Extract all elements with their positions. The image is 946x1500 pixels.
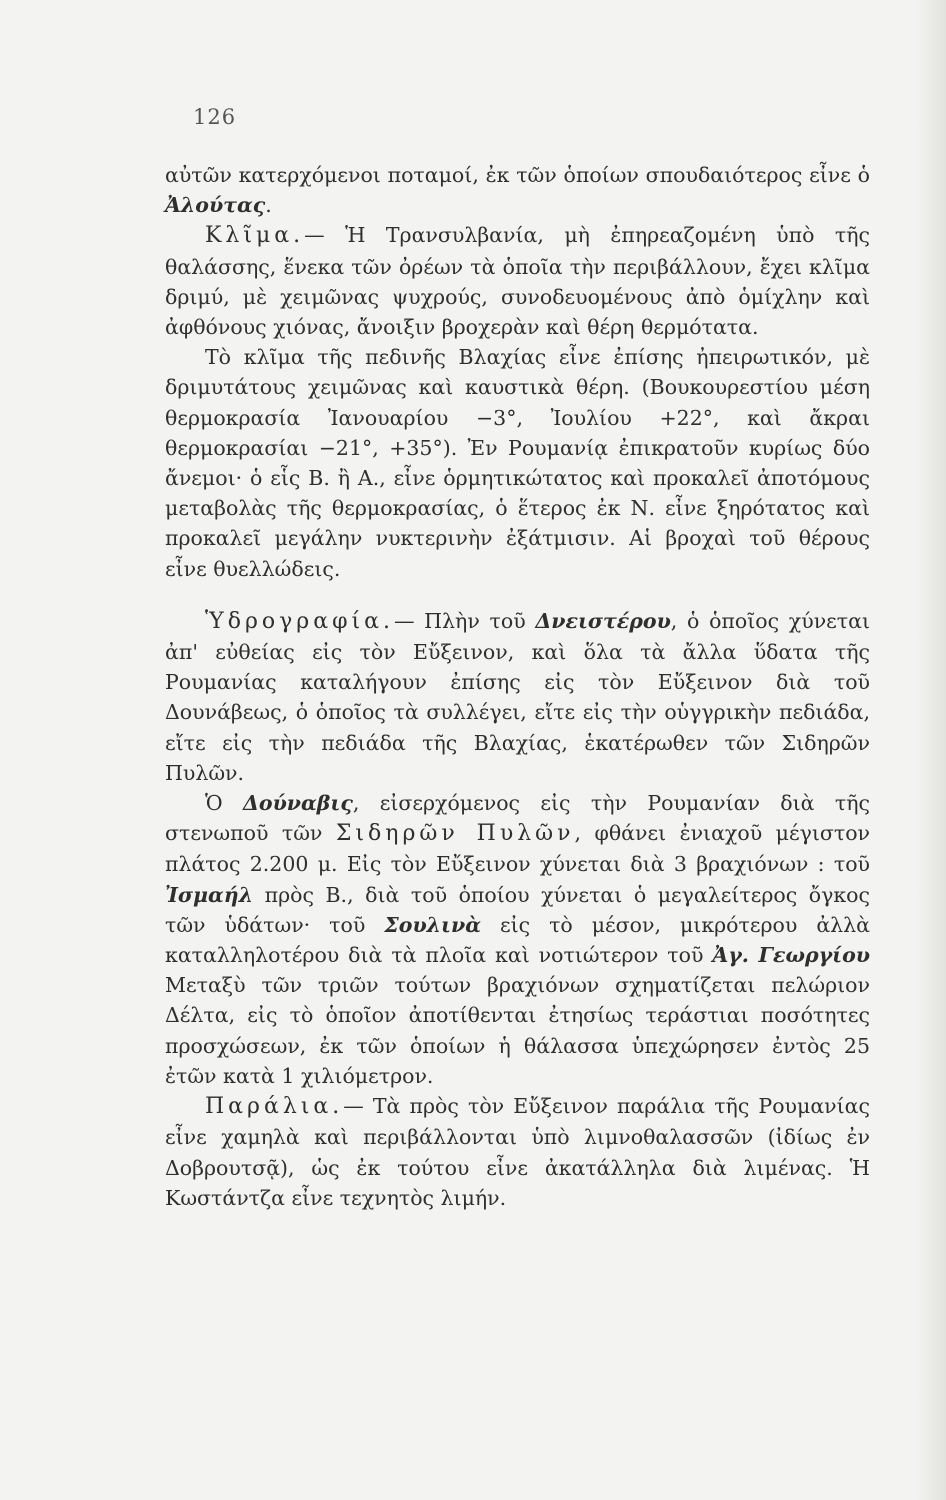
hydro-text-1: — Πλὴν τοῦ — [393, 608, 536, 633]
river-name-danube: Δούναβις — [243, 791, 353, 816]
body-text — [165, 160, 870, 1213]
continuation-end: . — [265, 193, 272, 218]
section-heading-hydrography: Ὑδρογραφία. — [205, 608, 394, 634]
paragraph-vlachia-climate — [165, 342, 870, 584]
page-number: 126 — [193, 105, 237, 129]
coast-text: — Τὰ πρὸς τὸν Εὔξεινον παράλια τῆς Ρουμανίας εἶνε χαμηλὰ καὶ περιβάλλονται ὑπὸ λιμνοθαλασσῶν (ἰδίως ἐν Δοβρουτσᾷ), ὡς ἐκ τούτου εἶνε ἀκατάλληλα διὰ λιμένας. Ἡ Κωστάντζα εἶνε τεχνητὸς λιμήν. — [165, 1094, 870, 1210]
section-heading-coast: Παράλια. — [205, 1094, 344, 1120]
river-name-alutas: Ἀλούτας — [165, 193, 266, 218]
place-name-iron-gates: Σιδηρῶν Πυλῶν — [335, 821, 575, 847]
hydro-text-2: , ὁ ὁποῖος χύνεται ἀπ' εὐθείας εἰς τὸν Εὔξεινον, καὶ ὅλα τὰ ἄλλα ὕδατα τῆς Ρουμανίας καταλήγουν ἐπίσης εἰς τὸν Εὔξεινον διὰ τοῦ Δουνάβεως, ὁ ὁποῖος τὰ συλλέγει, εἴτε εἰς τὴν οὑγγρικὴν πεδιάδα, εἴτε εἰς τὴν πεδιάδα τῆς Βλαχίας, ἑκατέρωθεν τῶν Σιδηρῶν Πυλῶν. — [165, 608, 870, 785]
danube-text-4: πρὸς Β., διὰ τοῦ ὁποίου χύνεται ὁ μεγαλείτερος ὄγκος τῶν ὑδάτων· τοῦ — [165, 882, 870, 937]
branch-name-ismail: Ἰσμαήλ — [165, 882, 254, 907]
continuation-text: αὐτῶν κατερχόμενοι ποταμοί, ἐκ τῶν ὁποίων σπουδαιότερος εἶνε ὁ — [165, 163, 870, 187]
branch-name-st-george: Ἀγ. Γεωργίου — [712, 943, 870, 968]
paragraph-coast — [165, 1091, 870, 1213]
klima-text: — Ἡ Τρανσυλβανία, μὴ ἐπηρεαζομένη ὑπὸ τῆς θαλάσσης, ἕνεκα τῶν ὀρέων τὰ ὁποῖα τὴν περιβάλλουν, ἔχει κλῖμα δριμύ, μὲ χειμῶνας ψυχρούς, συνοδευομένους ἀπὸ ὁμίχλην καὶ ἀφθόνους χιόνας, ἄνοιξιν βροχερὰν καὶ θέρη θερμότατα. — [165, 223, 870, 340]
vlachia-text: Τὸ κλῖμα τῆς πεδινῆς Βλαχίας εἶνε ἐπίσης ἠπειρωτικόν, μὲ δριμυτάτους χειμῶνας καὶ καυστικὰ θέρη. (Βουκουρεστίου μέση θερμοκρασία Ἰανουαρίου −3°, Ἰουλίου +22°, καὶ ἄκραι θερμοκρασίαι −21°, +35°). Ἐν Ρουμανίᾳ ἐπικρατοῦν κυρίως δύο ἄνεμοι· ὁ εἷς Β. ἢ Α., εἶνε ὁρμητικώτατος καὶ προκαλεῖ ἀποτόμους μεταβολὰς τῆς θερμοκρασίας, ὁ ἕτερος ἐκ Ν. εἶνε ξηρότατος καὶ προκαλεῖ μεγάλην νυκτερινὴν ἐξάτμισιν. Αἱ βροχαὶ τοῦ θέρους εἶνε θυελλώδεις. — [165, 345, 870, 581]
paragraph-klima — [165, 220, 870, 342]
branch-name-sulina: Σουλινὰ — [384, 912, 481, 937]
river-name-dniester: Δνειστέρου — [535, 608, 671, 633]
paragraph-danube — [165, 788, 870, 1091]
danube-text-6: Μεταξὺ τῶν τριῶν τούτων βραχιόνων σχηματίζεται πελώριον Δέλτα, εἰς τὸ ὁποῖον ἀποτίθενται ἐτησίως τεράστιαι ποσότητες προσχώσεων, ἐκ τῶν ὁποίων ἡ θάλασσα ὑπεχώρησεν ἐντὸς 25 ἐτῶν κατὰ 1 χιλιόμετρον. — [165, 973, 870, 1088]
danube-text-2: , εἰσερχόμενος εἰς τὴν Ρουμανίαν διὰ τῆς στενωποῦ τῶν — [165, 791, 870, 846]
paragraph-continuation — [165, 160, 870, 220]
section-heading-klima: Κλῖμα. — [205, 223, 305, 249]
page-gutter-shadow — [916, 0, 946, 1500]
danube-text-5: εἰς τὸ μέσον, μικρότερου ἀλλὰ καταλληλοτέρου διὰ τὰ πλοῖα καὶ νοτιώτερον τοῦ — [165, 912, 870, 968]
danube-text-1: Ὁ — [205, 791, 243, 816]
danube-text-3: , φθάνει ἐνιαχοῦ μέγιστον πλάτος 2.200 μ. Εἰς τὸν Εὔξεινον χύνεται διὰ 3 βραχιόνων : τοῦ — [165, 821, 870, 877]
paragraph-hydrography — [165, 606, 870, 788]
